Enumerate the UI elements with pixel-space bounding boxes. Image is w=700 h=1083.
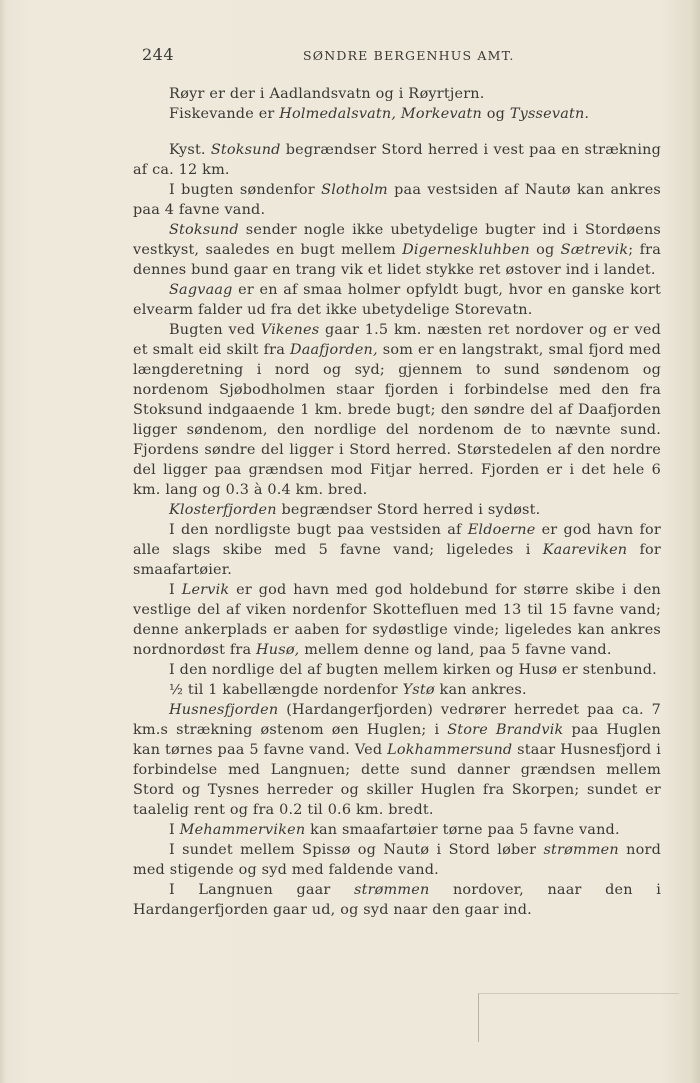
italic-term: Eldoerne	[467, 522, 536, 538]
text-run: I sundet mellem Spissø og Nautø i Stord løber	[169, 842, 544, 858]
text-run: kan smaafartøier tørne paa 5 favne vand.	[305, 822, 620, 838]
paragraph	[133, 660, 661, 680]
italic-term: Klosterfjorden	[169, 502, 277, 518]
text-run: mellem denne og land, paa 5 favne vand.	[299, 642, 612, 658]
paragraph	[133, 320, 661, 500]
text-run: nord med stigende og syd med faldende vand.	[133, 842, 661, 878]
paragraph	[133, 680, 661, 700]
text-run: staar Husnesfjord i forbindelse med Langnuen; dette sund danner grændsen mellem Stord og Tysnes herreder og skiller Huglen fra Skorpen; sundet er taalelig rent og fra 0.2 til 0.6 km. bredt.	[133, 742, 661, 818]
paragraph	[133, 500, 661, 520]
paragraph	[133, 700, 661, 820]
text-run: I den nordligste bugt paa vestsiden af	[169, 522, 468, 538]
text-run: begrændser Stord herred i sydøst.	[276, 502, 541, 518]
text-run: for smaafartøier.	[133, 542, 661, 578]
scan-frame-mark	[478, 993, 679, 1042]
italic-term: Digerneskluhben	[402, 242, 530, 258]
italic-term: Ystø	[402, 682, 435, 698]
text-run: paa Huglen kan tørnes paa 5 favne vand. Ved	[133, 722, 662, 758]
text-run: som er en langstrakt, smal fjord med længderetning i nord og syd; gjennem to sund søndenom og nordenom Sjøbodholmen staar fjorden i forbindelse med den fra Stoksund indgaaende 1 km. brede bugt; den søndre del af Daafjorden ligger søndenom, den nordlige del nordenom de to nævnte sund. Fjordens søndre del ligger i Stord herred. Størstedelen af den nordre del ligger paa grændsen mod Fitjar herred. Fjorden er i det hele 6 km. lang og 0.3 à 0.4 km. bred.	[133, 342, 661, 498]
italic-term: Kaareviken	[542, 542, 628, 558]
text-run: Fiskevande er	[169, 106, 280, 122]
page-number: 244	[142, 45, 175, 64]
paragraph	[133, 140, 661, 180]
text-run: ½ til 1 kabellængde nordenfor	[169, 682, 403, 698]
text-run: I	[169, 822, 180, 838]
italic-term: Lervik	[181, 582, 230, 598]
text-run: I bugten søndenfor	[169, 182, 322, 198]
paragraph	[133, 104, 661, 124]
italic-term: Lokhammersund	[387, 742, 513, 758]
text-run: ; fra dennes bund gaar en trang vik et lidet stykke ret østover ind i landet.	[133, 242, 661, 278]
italic-term: Slotholm	[321, 182, 388, 198]
paragraph	[133, 280, 661, 320]
italic-term: strømmen	[354, 882, 430, 898]
italic-term: Holmedalsvatn, Morkevatn	[279, 106, 483, 122]
italic-term: Tyssevatn.	[509, 106, 590, 122]
italic-term: Sætrevik	[560, 242, 629, 258]
text-run: Røyr er der i Aadlandsvatn og i Røyrtjern.	[169, 86, 485, 102]
text-run: nordover, naar den i Hardangerfjorden gaar ud, og syd naar den gaar ind.	[133, 882, 662, 918]
text-run: I den nordlige del af bugten mellem kirken og Husø er stenbund.	[169, 662, 657, 678]
text-run: kan ankres.	[434, 682, 527, 698]
text-run: I	[169, 582, 182, 598]
paragraph	[133, 520, 661, 580]
paragraph	[133, 180, 661, 220]
paragraph	[133, 580, 661, 660]
text-run: og	[529, 242, 561, 258]
italic-term: Store Brandvik	[447, 722, 564, 738]
text-run: paa vestsiden af Nautø kan ankres paa 4 favne vand.	[133, 182, 661, 218]
text-run: sender nogle ikke ubetydelige bugter ind i Stordøens vestkyst, saaledes en bugt mellem	[133, 222, 661, 258]
italic-term: Mehammerviken	[179, 822, 306, 838]
italic-term: strømmen	[543, 842, 619, 858]
text-run: I Langnuen gaar	[169, 882, 355, 898]
text-run: er god havn med god holdebund for større skibe i den vestlige del af viken nordenfor Skottefluen med 13 til 15 favne vand; denne ankerplads er aaben for sydøstlige vinde; ligeledes kan ankres nordnordøst fra	[133, 582, 661, 658]
running-title: SØNDRE BERGENHUS AMT.	[303, 48, 515, 63]
italic-term: Husnesfjorden	[169, 702, 279, 718]
italic-term: Stoksund	[169, 222, 239, 238]
text-run: gaar 1.5 km. næsten ret nordover og er ved et smalt eid skilt fra	[133, 322, 661, 358]
text-run: begrændser Stord herred i vest paa en strækning af ca. 12 km.	[133, 142, 662, 178]
paragraph	[133, 820, 661, 840]
text-run: er en af smaa holmer opfyldt bugt, hvor en ganske kort elvearm falder ud fra det ikke ubetydelige Storevatn.	[133, 282, 661, 318]
italic-term: Husø,	[256, 642, 300, 658]
body-text	[133, 84, 661, 920]
italic-term: Stoksund	[210, 142, 281, 158]
italic-term: Vikenes	[260, 322, 320, 338]
text-run: er god havn for alle slags skibe med 5 favne vand; ligeledes i	[133, 522, 661, 558]
text-run: Kyst.	[169, 142, 211, 158]
paragraph	[133, 880, 661, 920]
paragraph	[133, 840, 661, 880]
text-run: Bugten ved	[169, 322, 261, 338]
text-run: og	[482, 106, 510, 122]
paragraph	[133, 220, 661, 280]
text-run: (Hardangerfjorden) vedrører herredet paa ca. 7 km.s strækning østenom øen Huglen; i	[133, 702, 661, 738]
italic-term: Daafjorden,	[289, 342, 378, 358]
paragraph	[133, 84, 661, 104]
italic-term: Sagvaag	[169, 282, 233, 298]
